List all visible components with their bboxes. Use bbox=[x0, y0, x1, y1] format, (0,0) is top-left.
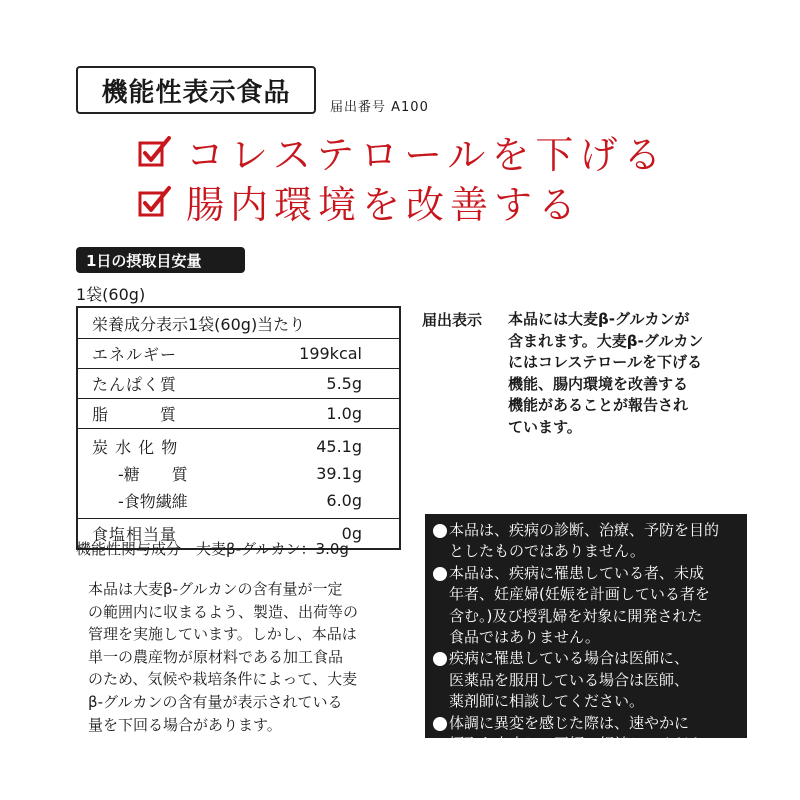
nutrient-value: 1.0g bbox=[326, 404, 362, 423]
notification-number: 届出番号 A100 bbox=[330, 100, 429, 115]
caution-line: 本品は、疾病に罹患している者、未成 bbox=[449, 563, 705, 582]
notification-line: 本品には大麦β-グルカンが bbox=[508, 310, 690, 328]
quality-line: 本品は大麦β-グルカンの含有量が一定 bbox=[88, 580, 343, 598]
nutrient-label: エネルギー bbox=[92, 345, 178, 364]
notification-line: 含まれます。大麦β-グルカン bbox=[508, 331, 704, 350]
caution-line: 医薬品を服用している場合は医師、 bbox=[449, 670, 690, 689]
caution-line: 本品は、疾病の診断、治療、予防を目的 bbox=[449, 521, 720, 539]
claim-text: 腸内環境を改善する bbox=[186, 183, 583, 227]
nutrient-label: 食塩相当量 bbox=[92, 525, 178, 544]
nutrient-label: 炭 水 化 物 bbox=[92, 438, 179, 457]
quality-line: 単一の農産物が原材料である加工食品 bbox=[88, 647, 344, 666]
bullet-dot-icon bbox=[433, 567, 447, 581]
table-row bbox=[78, 399, 399, 429]
notification-line: 機能、腸内環境を改善する bbox=[508, 374, 689, 393]
quality-line: の範囲内に収まるよう、製造、出荷等の bbox=[88, 602, 359, 621]
caution-line: 体調に異変を感じた際は、速やかに bbox=[449, 713, 690, 732]
bullet-dot-icon bbox=[433, 524, 447, 538]
nutrient-value: 45.1g bbox=[316, 437, 362, 456]
quality-line: のため、気候や栽培条件によって、大麦 bbox=[88, 670, 358, 689]
table-row bbox=[78, 369, 399, 399]
notification-line: にはコレステロールを下げる bbox=[508, 353, 702, 371]
caution-line: 年者、妊産婦(妊娠を計画している者を bbox=[449, 585, 710, 604]
table-row bbox=[78, 339, 399, 369]
claim-gut bbox=[138, 174, 582, 229]
caution-item bbox=[433, 648, 739, 712]
quality-line: 管理を実施しています。しかし、本品は bbox=[88, 625, 357, 644]
caution-item bbox=[433, 520, 739, 563]
caution-item bbox=[433, 563, 739, 649]
nutrient-value: 5.5g bbox=[326, 374, 362, 393]
bullet-dot-icon bbox=[433, 717, 447, 731]
nutrient-label: 脂 質 bbox=[92, 405, 178, 424]
caution-line: 疾病に罹患している場合は医師に、 bbox=[449, 649, 690, 668]
quality-line: 量を下回る場合があります。 bbox=[88, 715, 282, 734]
caution-line: 摂取を中止し、医師に相談してください。 bbox=[449, 735, 735, 754]
functional-food-badge: 機能性表示食品 bbox=[76, 66, 316, 114]
cautions-box bbox=[425, 514, 747, 754]
intake-value: 1袋(60g) bbox=[76, 285, 146, 304]
nutrition-table bbox=[76, 306, 401, 550]
nutrient-sublabel: -食物繊維 bbox=[118, 492, 188, 511]
functional-component: 機能性関与成分 大麦β-グルカン：3.0g bbox=[76, 540, 349, 558]
nutrition-header: 栄養成分表示1袋(60g)当たり bbox=[78, 308, 399, 339]
bullet-dot-icon bbox=[433, 652, 447, 666]
quality-note bbox=[88, 578, 406, 736]
nutrient-value: 0g bbox=[341, 524, 362, 543]
nutrient-sublabel: -糖 質 bbox=[118, 465, 188, 484]
checkbox-check-icon bbox=[138, 185, 172, 219]
nutrient-label: たんぱく質 bbox=[92, 375, 178, 394]
nutrient-value: 199kcal bbox=[299, 344, 362, 363]
caution-line: 含む。)及び授乳婦を対象に開発された bbox=[449, 606, 703, 625]
quality-line: β-グルカンの含有量が表示されている bbox=[88, 692, 343, 711]
claim-cholesterol bbox=[138, 124, 667, 179]
caution-line: 薬剤師に相談してください。 bbox=[449, 692, 645, 711]
notification-statement bbox=[508, 309, 703, 438]
notification-line: ています。 bbox=[508, 417, 582, 436]
intake-heading: 1日の摂取目安量 bbox=[76, 247, 245, 273]
checkbox-check-icon bbox=[138, 135, 172, 169]
caution-line: 食品ではありません。 bbox=[449, 628, 600, 647]
table-row-carbohydrates bbox=[78, 429, 399, 519]
nutrient-value: 6.0g bbox=[326, 491, 362, 510]
nutrient-value: 39.1g bbox=[316, 464, 362, 483]
notification-label: 届出表示 bbox=[422, 311, 483, 329]
caution-item bbox=[433, 713, 739, 756]
notification-line: 機能があることが報告され bbox=[508, 396, 689, 414]
caution-line: としたものではありません。 bbox=[449, 542, 645, 561]
claim-text: コレステロールを下げる bbox=[186, 133, 668, 177]
